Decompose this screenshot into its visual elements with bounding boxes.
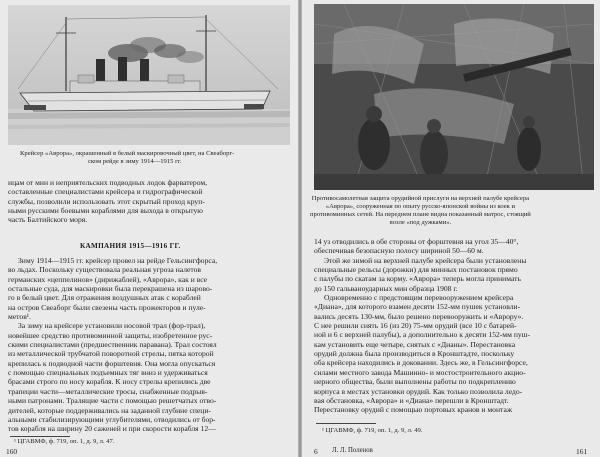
section-heading: КАМПАНИЯ 1915—1916 ГГ. <box>80 242 181 250</box>
page-number: 161 <box>576 447 588 456</box>
deck-defense-photo <box>314 4 594 190</box>
text-line: нерного общества, были выполнены работы по подкреплению <box>314 377 516 387</box>
footnote: ¹ ЦГАВМФ, ф. 719, оп. 1, д. 9, л. 49. <box>322 427 423 434</box>
text-line: корпуса в местах установки орудий. Как только позволила ледо- <box>314 386 523 396</box>
text-line: С нее решили снять 16 (из 20) 75-мм орудий (все 10 с батарей- <box>314 321 517 331</box>
text-line: ными патронами. Тралящие части с помощью решетчатых отво- <box>8 396 217 406</box>
text-line: кам установить еще четыре, снятых с «Дианы». Перестановка <box>314 339 516 349</box>
caption-line: Противосамолетная защита орудийной прислуги на верхней палубе крейсера <box>311 195 530 202</box>
text-line: часть Балтийского моря. <box>8 215 88 225</box>
text-line: с помощью специальных подъемных тяг вниз и удерживаться <box>8 368 208 378</box>
text-line: ицам от мин и неприятельских подводных лодок фарватером, <box>8 178 208 187</box>
text-line: во льдах. Поскольку существовала реальная угроза налетов <box>8 265 201 275</box>
text-line: на остров Свеаборг были свезены часть прожекторов и пуле- <box>8 302 206 312</box>
text-line: германских «цеппелинов» (дирижаблей), «Аврора», как и все <box>8 274 208 284</box>
text-line: дителей, которые поддерживались на заданной глубине специ- <box>8 405 211 415</box>
running-footer-number: 6 <box>314 447 318 456</box>
text-line: За зиму на крейсере установили носовой трал (фор-трал), <box>18 321 206 331</box>
text-line: метов¹. <box>8 312 31 322</box>
continued-paragraph <box>8 178 207 225</box>
caption-line: противоминных сетей. На переднем плане видна показанный матрос, стоящий <box>310 211 531 218</box>
text-line: из металлической трубчатой поворотной стрелы, пятка которой <box>8 349 214 359</box>
photo-caption <box>20 150 234 166</box>
text-line: до 150 гальваноударных мин образца 1908 г. <box>314 283 458 293</box>
text-line: ной и 6 с верхней палубы), а дополнительно к десяти 152-мм пуш- <box>314 330 531 340</box>
photo-caption <box>310 195 531 227</box>
text-line: трапеции части—металлические тросы, снабженные подрыв- <box>8 386 208 396</box>
text-line: 14 уз отводились в обе стороны от форштевня на угол 35—40°, <box>314 237 519 246</box>
text-line: вая обстановка, «Аврора» и «Диана» перешли в Кронштадт. <box>314 395 509 405</box>
text-line: Одновременно с предстоящим перевооружением крейсера <box>324 293 514 303</box>
text-line: специальные рельсы (дорожки) для минных постановок прямо <box>314 265 518 275</box>
page-number: 160 <box>6 447 18 456</box>
left-page <box>0 0 298 457</box>
text-line: составленные специалистами крейсера и гидрографической <box>8 187 203 197</box>
text-line: новейшее средство противоминной защиты, изобретенное рус- <box>8 330 213 340</box>
text-line: остальные суда, для маскировки была перекрашена из шарово- <box>8 284 213 294</box>
text-line: обеспечивая безопасную полосу шириной 50—60 м. <box>314 246 484 256</box>
caption-line: возле «под дужками». <box>389 219 452 226</box>
text-line: оба крейсера находились в доковании. Здесь же, в Гельсингфорсе, <box>314 358 528 368</box>
text-line: силами местного завода Машинно- и мостостроительного акцио- <box>314 367 526 377</box>
text-line: ными русскими боевыми кораблями для выхода в открытую <box>8 206 203 216</box>
text-line: Перестановку орудий с помощью портовых кранов и монтаж <box>314 405 513 415</box>
text-line: скими специалистами (предшественник паравана). Трал состоял <box>8 340 217 350</box>
footnote: ¹ ЦГАВМФ, ф. 719, оп. 1, д. 9, л. 47. <box>14 438 115 445</box>
right-page <box>302 0 600 457</box>
caption-line: «Аврора», сооруженная по опыту русско-японской войны из коек и <box>325 203 516 210</box>
body-text <box>8 256 217 434</box>
footnote-rule <box>316 423 376 424</box>
text-line: крепилась к подводной части форштевня. Она могла опускаться <box>8 358 216 368</box>
text-line: «Диана», для которого взамен десяти 152-мм пушек установли- <box>314 302 521 312</box>
text-line: орудий должна была производиться в Кронштадте, поскольку <box>314 349 515 359</box>
footnote-rule <box>10 436 70 437</box>
running-footer-author: Л. Л. Поленов <box>332 447 373 454</box>
text-line: Этой же зимой на верхней палубе крейсера были установлены <box>324 255 527 265</box>
text-line: вались десять 130-мм, было решено перевооружить и «Аврору». <box>314 311 524 321</box>
body-text <box>314 237 530 415</box>
text-line: Зиму 1914—1915 гг. крейсер провел на рейде Гельсингфорса, <box>18 256 218 265</box>
caption-line: ском рейде в зиму 1914—1915 гг. <box>88 158 182 165</box>
text-line: тов корабля на ширину 20 саженей и при скорости корабля 12— <box>8 424 216 434</box>
text-line: с палубы по скатам за корму. «Аврора» теперь могла принимать <box>314 274 521 284</box>
text-line: брасами строго по носу корабля. К носу стрелы крепились две <box>8 377 211 387</box>
text-line: альными стабилизирующими углубителями, отводились от бор- <box>8 414 216 424</box>
caption-line: Крейсер «Аврора», окрашенный в белый маскировочный цвет, на Свеаборг- <box>20 150 235 157</box>
text-line: го в белый цвет. Для отражения воздушных атак с кораблей <box>8 293 201 303</box>
cruiser-aurora-photo <box>8 5 290 145</box>
text-line: службы, позволили использовать этот скрытый проход круп- <box>8 196 205 206</box>
